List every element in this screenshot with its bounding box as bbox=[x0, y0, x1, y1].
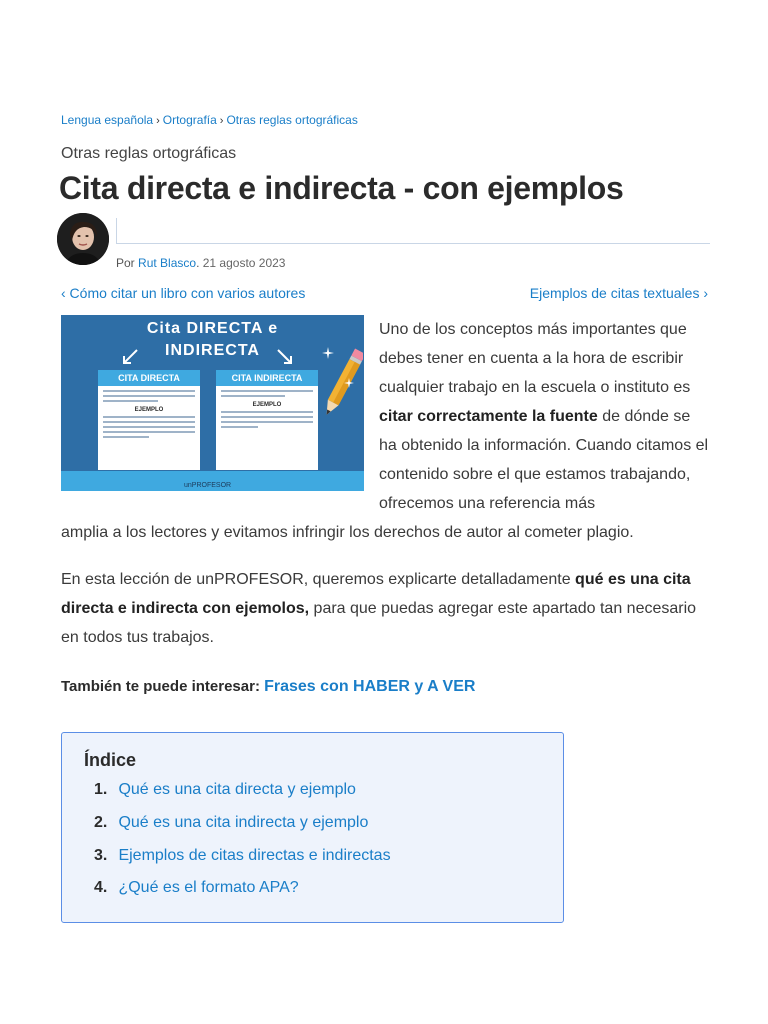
intro-paragraph-2 bbox=[61, 565, 711, 652]
author-divider bbox=[116, 218, 710, 244]
breadcrumb bbox=[61, 113, 358, 127]
toc-item-number: 4. bbox=[94, 879, 108, 896]
toc-item-link[interactable]: Qué es una cita directa y ejemplo bbox=[118, 781, 356, 798]
hero-card-direct bbox=[98, 370, 200, 470]
toc-item-number: 3. bbox=[94, 847, 108, 864]
hero-card-indirect-example-label: EJEMPLO bbox=[252, 402, 282, 408]
author-avatar[interactable] bbox=[57, 213, 109, 265]
breadcrumb-separator: › bbox=[156, 115, 160, 127]
intro-p1-text-b: de dónde se ha obtenido la información. Cuando citamos el contenido sobre el que estamos trabajando, ofrecemos una referencia más bbox=[379, 408, 709, 512]
hero-card-direct-example-label: EJEMPLO bbox=[134, 407, 164, 413]
category-label: Otras reglas ortográficas bbox=[61, 145, 237, 162]
intro-p2-bold: qué es una cita directa e indirecta con ejemolos, bbox=[61, 571, 691, 617]
byline: Por Rut Blasco. 21 agosto 2023 bbox=[116, 256, 286, 270]
hero-card-direct-head: CITA DIRECTA bbox=[98, 370, 200, 386]
intro-p1-bold: citar correctamente la fuente bbox=[379, 408, 598, 425]
page-title: Cita directa e indirecta - con ejemplos bbox=[59, 170, 624, 206]
toc-item bbox=[94, 781, 356, 799]
next-article-link[interactable]: Ejemplos de citas textuales › bbox=[529, 285, 708, 301]
byline-prefix: Por bbox=[116, 256, 135, 270]
intro-p1-text-a: Uno de los conceptos más importantes que debes tener en cuenta a la hora de escribir cualquier trabajo en la escuela o instituto es bbox=[379, 321, 691, 396]
author-name-link[interactable]: Rut Blasco bbox=[138, 256, 197, 270]
breadcrumb-link-lengua[interactable]: Lengua española bbox=[61, 113, 154, 127]
publish-date: 21 agosto 2023 bbox=[202, 256, 286, 270]
hero-card-indirect bbox=[216, 370, 318, 470]
related-interest bbox=[61, 678, 475, 696]
arrow-down-left-icon bbox=[119, 347, 141, 369]
hero-brand: unPROFESOR bbox=[184, 482, 232, 489]
toc-item bbox=[94, 814, 368, 832]
sparkle-icon bbox=[344, 378, 354, 388]
breadcrumb-link-ortografia[interactable]: Ortografía bbox=[162, 113, 217, 127]
sparkle-icon bbox=[322, 347, 334, 359]
toc-item bbox=[94, 847, 391, 865]
table-of-contents bbox=[61, 732, 564, 923]
intro-paragraph-1 bbox=[379, 315, 709, 518]
prev-article-link[interactable]: ‹ Cómo citar un libro con varios autores bbox=[61, 285, 306, 301]
avatar-photo-icon bbox=[57, 213, 109, 265]
intro-p2-text-a: En esta lección de unPROFESOR, queremos explicarte detalladamente bbox=[61, 571, 576, 588]
toc-item-number: 1. bbox=[94, 781, 108, 798]
toc-title: Índice bbox=[84, 750, 137, 770]
related-interest-link[interactable]: Frases con HABER y A VER bbox=[264, 678, 476, 695]
breadcrumb-link-otras-reglas[interactable]: Otras reglas ortográficas bbox=[226, 113, 358, 127]
arrow-down-right-icon bbox=[274, 347, 296, 369]
toc-item-link[interactable]: Ejemplos de citas directas e indirectas bbox=[118, 847, 391, 864]
toc-item-number: 2. bbox=[94, 814, 108, 831]
hero-image bbox=[61, 315, 364, 491]
breadcrumb-separator: › bbox=[219, 115, 224, 127]
toc-item bbox=[94, 879, 299, 897]
hero-title-line2: INDIRECTA bbox=[165, 342, 260, 359]
hero-card-indirect-head: CITA INDIRECTA bbox=[216, 370, 318, 386]
intro-p2-text-b: para que puedas agregar este apartado tan necesario en todos tus trabajos. bbox=[61, 600, 697, 646]
hero-title-line1: Cita DIRECTA e bbox=[146, 320, 279, 337]
hero-title bbox=[61, 318, 364, 362]
toc-item-link[interactable]: ¿Qué es el formato APA? bbox=[118, 879, 299, 896]
toc-item-link[interactable]: Qué es una cita indirecta y ejemplo bbox=[118, 814, 369, 831]
related-interest-label: También te puede interesar: bbox=[61, 678, 265, 695]
intro-paragraph-1-continued: amplia a los lectores y evitamos infringir los derechos de autor al cometer plagio. bbox=[61, 524, 634, 541]
